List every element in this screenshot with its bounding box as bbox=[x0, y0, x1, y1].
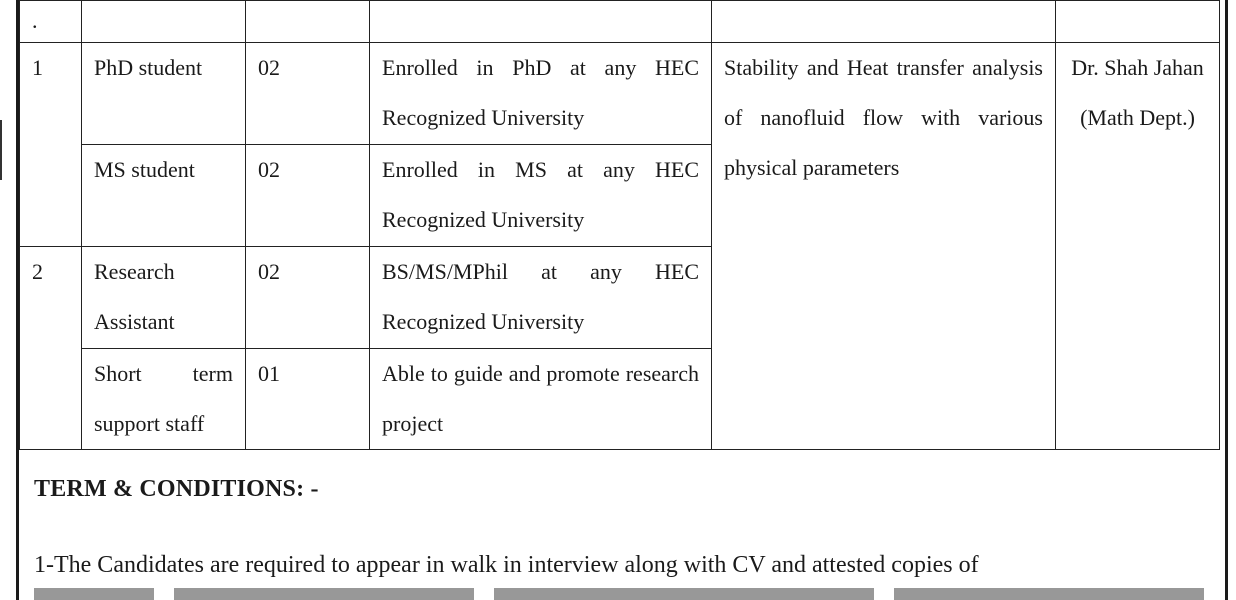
qualification-cell: Able to guide and promote research project bbox=[370, 349, 712, 450]
supervisor-cell: Dr. Shah Jahan (Math Dept.) bbox=[1056, 43, 1220, 450]
serial-number-cell: 1 bbox=[20, 43, 82, 247]
header-cell bbox=[82, 1, 246, 43]
number-of-posts-cell: 02 bbox=[246, 43, 370, 145]
number-of-posts-cell: 02 bbox=[246, 145, 370, 247]
cut-off-text-fragment bbox=[34, 588, 154, 600]
post-cell: Short term support staff bbox=[82, 349, 246, 450]
header-cell bbox=[1056, 1, 1220, 43]
project-title-cell: Stability and Heat transfer analysis of nanofluid flow with various physical parameters bbox=[712, 43, 1056, 450]
post-cell: PhD student bbox=[82, 43, 246, 145]
cut-off-text-line bbox=[34, 588, 1214, 600]
qualification-cell: BS/MS/MPhil at any HEC Recognized University bbox=[370, 247, 712, 349]
qualification-cell: Enrolled in MS at any HEC Recognized University bbox=[370, 145, 712, 247]
header-cell bbox=[712, 1, 1056, 43]
number-of-posts-cell: 02 bbox=[246, 247, 370, 349]
post-cell: MS student bbox=[82, 145, 246, 247]
number-of-posts-cell: 01 bbox=[246, 349, 370, 450]
terms-heading: TERM & CONDITIONS: - bbox=[34, 476, 319, 502]
header-fragment-cell: . bbox=[20, 1, 82, 43]
post-cell: Research Assistant bbox=[82, 247, 246, 349]
cut-off-text-fragment bbox=[894, 588, 1204, 600]
scan-edge-mark bbox=[0, 120, 2, 180]
qualification-cell: Enrolled in PhD at any HEC Recognized University bbox=[370, 43, 712, 145]
cut-off-text-fragment bbox=[174, 588, 474, 600]
table-header-fragment-row bbox=[20, 1, 1220, 43]
table-row bbox=[20, 43, 1220, 145]
terms-paragraph: 1-The Candidates are required to appear in walk in interview along with CV and attested copies of bbox=[34, 552, 979, 578]
serial-number-cell: 2 bbox=[20, 247, 82, 450]
cut-off-text-fragment bbox=[494, 588, 874, 600]
positions-table bbox=[19, 0, 1220, 450]
header-cell bbox=[246, 1, 370, 43]
header-cell bbox=[370, 1, 712, 43]
